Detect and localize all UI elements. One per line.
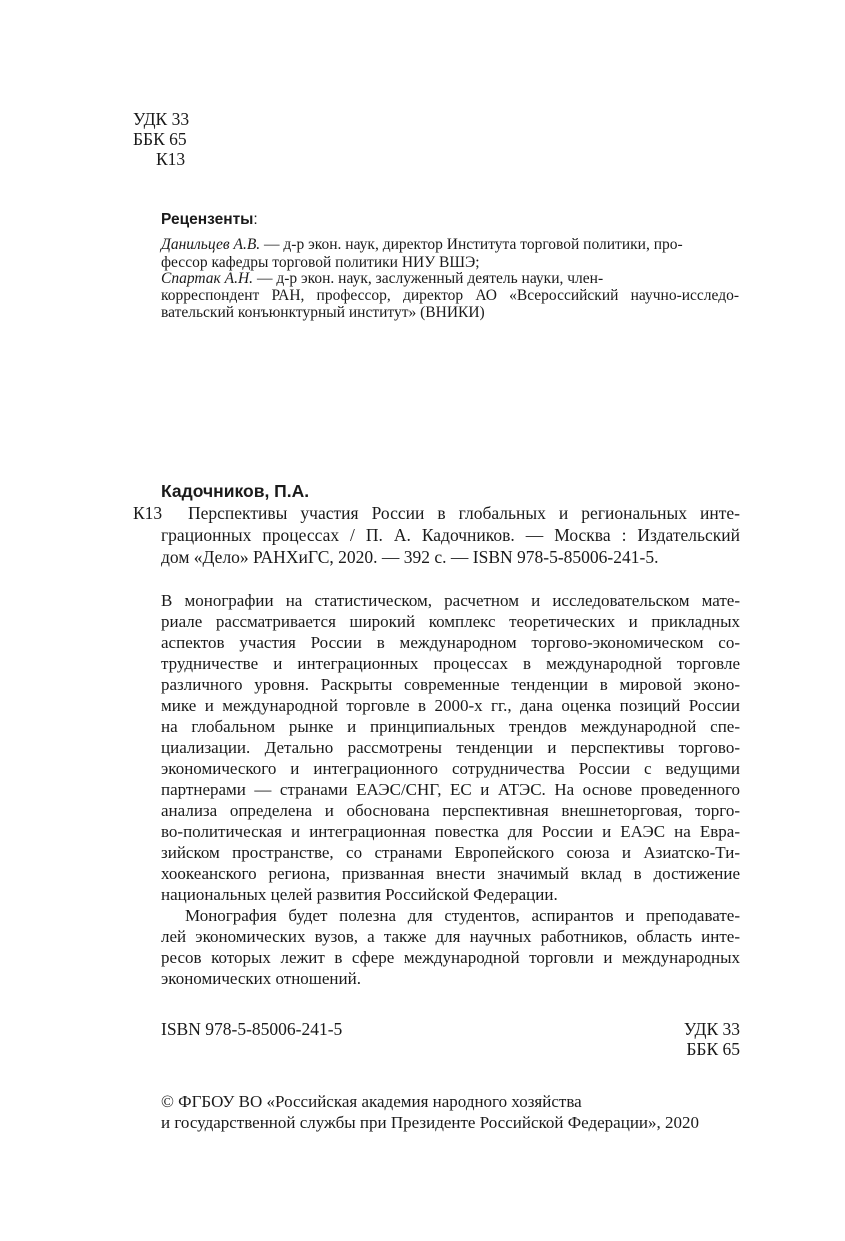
copyright-line-2: и государственной службы при Президенте Российской Федерации», 2020 [161,1113,700,1132]
udk-top: УДК 33 [133,109,190,129]
abstract-p1-line: во-политическая и интеграционная повестка для России и ЕАЭС на Евра- [161,822,740,841]
abstract-p1-line: циализации. Детально рассмотрены тенденции и перспективы торгово- [161,738,740,757]
isbn: ISBN 978-5-85006-241-5 [161,1019,343,1039]
author-mark: К13 [133,503,163,523]
abstract-p1-line: партнерами — странами ЕАЭС/СНГ, ЕС и АТЭС. На основе проведенного [161,780,740,799]
reviewers-heading: Рецензенты: [161,211,258,228]
copyright-line-1: © ФГБОУ ВО «Российская академия народного хозяйства [161,1092,582,1111]
bib-line-1: Перспективы участия России в глобальных и региональных инте- [188,503,740,523]
abstract-p2-line: лей экономических вузов, а также для научных работников, область инте- [161,927,740,946]
author-mark-top: К13 [156,149,186,169]
reviewer-2-line-2: корреспондент РАН, профессор, директор АО «Всероссийский научно-исследо- [161,287,739,304]
bib-line-2: грационных процессах / П. А. Кадочников. — Москва : Издательский [161,525,740,545]
abstract-p1-line: хоокеанского региона, призванная внести значимый вклад в достижение [161,864,740,883]
reviewer-2-name: Спартак А.Н. [161,270,254,287]
author-heading: Кадочников, П.А. [161,481,310,501]
reviewer-2-line-3: вательский конъюнктурный институт» (ВНИКИ) [161,304,485,321]
abstract-p1-line: В монографии на статистическом, расчетном и исследовательском мате- [161,591,740,610]
abstract-p1-line: анализа определена и обоснована перспективная внешнеторговая, торго- [161,801,740,820]
abstract-p2-line: Монография будет полезна для студентов, аспирантов и преподавате- [185,906,740,925]
bbk-top: ББК 65 [133,129,187,149]
abstract-p1-line: экономического и интеграционного сотрудничества России с ведущими [161,759,740,778]
reviewer-1-line-1: Данильцев А.В. — д-р экон. наук, директор Института торговой политики, про- [161,236,683,253]
bbk-bottom: ББК 65 [686,1039,740,1059]
abstract-p1-line: на глобальном рынке и принципиальных трендов международной спе- [161,717,740,736]
reviewer-2-line-1: Спартак А.Н. — д-р экон. наук, заслуженный деятель науки, член- [161,270,604,287]
abstract-p2-line: ресов которых лежит в сфере международной торговли и международных [161,948,740,967]
abstract-p1-line: аспектов участия России в международном торгово-экономическом со- [161,633,740,652]
abstract-p1-line: национальных целей развития Российской Федерации. [161,885,558,904]
abstract-p2-line: экономических отношений. [161,969,361,988]
abstract-p1-line: трудничестве и интеграционных процессах в международной торговле [161,654,740,673]
abstract-p1-line: риале рассматривается широкий комплекс теоретических и прикладных [161,612,740,631]
bib-line-3: дом «Дело» РАНХиГС, 2020. — 392 с. — ISBN 978-5-85006-241-5. [161,547,659,567]
reviewer-1-line-2: фессор кафедры торговой политики НИУ ВШЭ; [161,254,480,271]
udk-bottom: УДК 33 [683,1019,740,1039]
reviewer-1-name: Данильцев А.В. [161,236,261,253]
abstract-p1-line: различного уровня. Раскрыты современные тенденции в мировой эконо- [161,675,740,694]
abstract-p1-line: зийском пространстве, со странами Европейского союза и Азиатско-Ти- [161,843,740,862]
abstract-p1-line: мике и международной торговле в 2000-х гг., дана оценка позиций России [161,696,740,715]
